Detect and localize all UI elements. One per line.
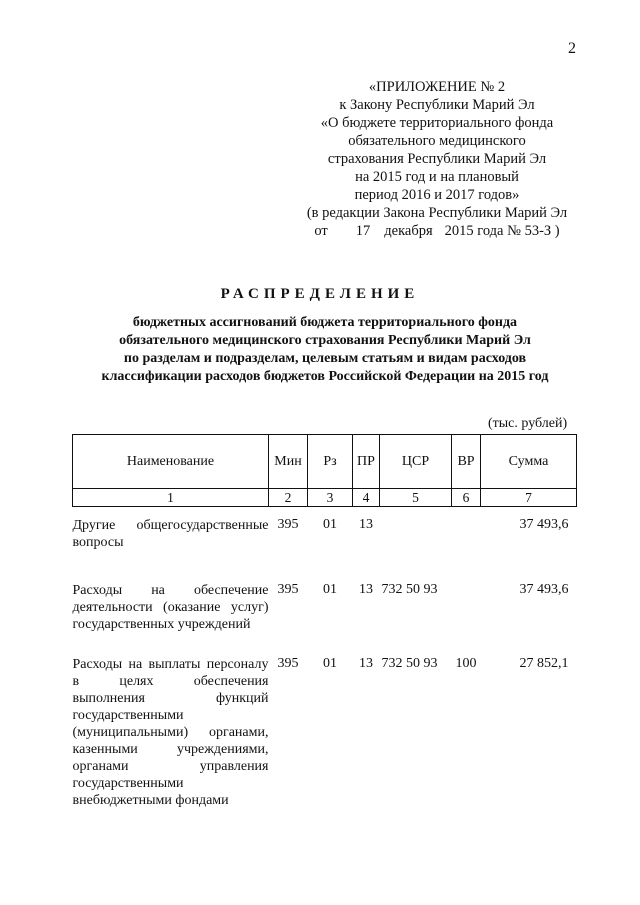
row-rz: 01 xyxy=(323,656,337,671)
column-number: 1 xyxy=(73,489,269,507)
column-number-row xyxy=(73,489,577,507)
document-subtitle xyxy=(100,314,550,386)
redaction-day: 17 xyxy=(355,223,371,239)
budget-table xyxy=(72,434,577,809)
table-row xyxy=(73,572,577,646)
row-name: Расходы на обеспечение деятельности (оказание услуг) государственных учреждений xyxy=(72,583,269,632)
document-title: РАСПРЕДЕЛЕНИЕ xyxy=(220,286,420,302)
column-number: 5 xyxy=(380,489,452,507)
row-sum: 37 493,6 xyxy=(519,582,569,597)
header-cell: ПР xyxy=(353,435,380,489)
column-number: 3 xyxy=(308,489,353,507)
column-number: 7 xyxy=(481,489,577,507)
row-csr: 732 50 93 xyxy=(381,656,438,671)
redaction-line xyxy=(292,222,582,240)
table-header-row xyxy=(73,435,577,489)
row-rz: 01 xyxy=(323,582,337,597)
row-pr: 13 xyxy=(359,656,373,671)
subtitle-line: бюджетных ассигнований бюджета территориального фонда xyxy=(132,315,518,330)
redaction-month: декабря xyxy=(384,223,433,239)
appendix-line: к Закону Республики Марий Эл xyxy=(339,97,535,113)
table-row xyxy=(73,507,577,573)
subtitle-line: классификации расходов бюджетов Российской Федерации на 2015 год xyxy=(101,369,549,384)
appendix-block xyxy=(292,78,582,240)
header-cell: Наименование xyxy=(73,435,269,489)
row-min: 395 xyxy=(277,656,299,671)
subtitle-line: обязательного медицинского страхования Республики Марий Эл xyxy=(119,333,531,348)
appendix-line: на 2015 год и на плановый xyxy=(355,169,519,185)
appendix-line: «О бюджете территориального фонда xyxy=(320,115,554,131)
row-pr: 13 xyxy=(359,582,373,597)
row-name: Другие общегосударственные вопросы xyxy=(72,518,269,550)
row-pr: 13 xyxy=(359,517,373,532)
header-cell: Сумма xyxy=(481,435,577,489)
redaction-year: 2015 года № 53-З ) xyxy=(444,223,560,239)
row-sum: 27 852,1 xyxy=(519,656,569,671)
appendix-line: период 2016 и 2017 годов» xyxy=(354,187,520,203)
column-number: 2 xyxy=(269,489,308,507)
row-vr xyxy=(452,572,481,646)
appendix-line: (в редакции Закона Республики Марий Эл xyxy=(306,205,568,221)
subtitle-line: по разделам и подразделам, целевым статьям и видам расходов xyxy=(123,351,527,366)
header-cell: ВР xyxy=(452,435,481,489)
row-rz: 01 xyxy=(323,517,337,532)
column-number: 6 xyxy=(452,489,481,507)
page-number: 2 xyxy=(568,40,576,57)
row-sum: 37 493,6 xyxy=(519,517,569,532)
row-csr: 732 50 93 xyxy=(381,582,438,597)
table-row xyxy=(73,646,577,809)
appendix-line: обязательного медицинского xyxy=(348,133,526,149)
appendix-line: страхования Республики Марий Эл xyxy=(327,151,547,167)
row-csr xyxy=(380,507,452,573)
row-min: 395 xyxy=(277,517,299,532)
row-min: 395 xyxy=(277,582,299,597)
units-label: (тыс. рублей) xyxy=(488,416,568,431)
header-cell: ЦСР xyxy=(380,435,452,489)
row-vr xyxy=(452,507,481,573)
header-cell: Мин xyxy=(269,435,308,489)
header-cell: Рз xyxy=(308,435,353,489)
row-name: Расходы на выплаты персоналу в целях обеспечения выполнения функций государственными (муниципальными) органами, казенными учреждениями, органами управления государственными внебюджетными фондами xyxy=(72,657,269,808)
column-number: 4 xyxy=(353,489,380,507)
redaction-from: от xyxy=(314,223,328,239)
row-vr: 100 xyxy=(455,656,477,671)
appendix-line: «ПРИЛОЖЕНИЕ № 2 xyxy=(368,79,506,95)
